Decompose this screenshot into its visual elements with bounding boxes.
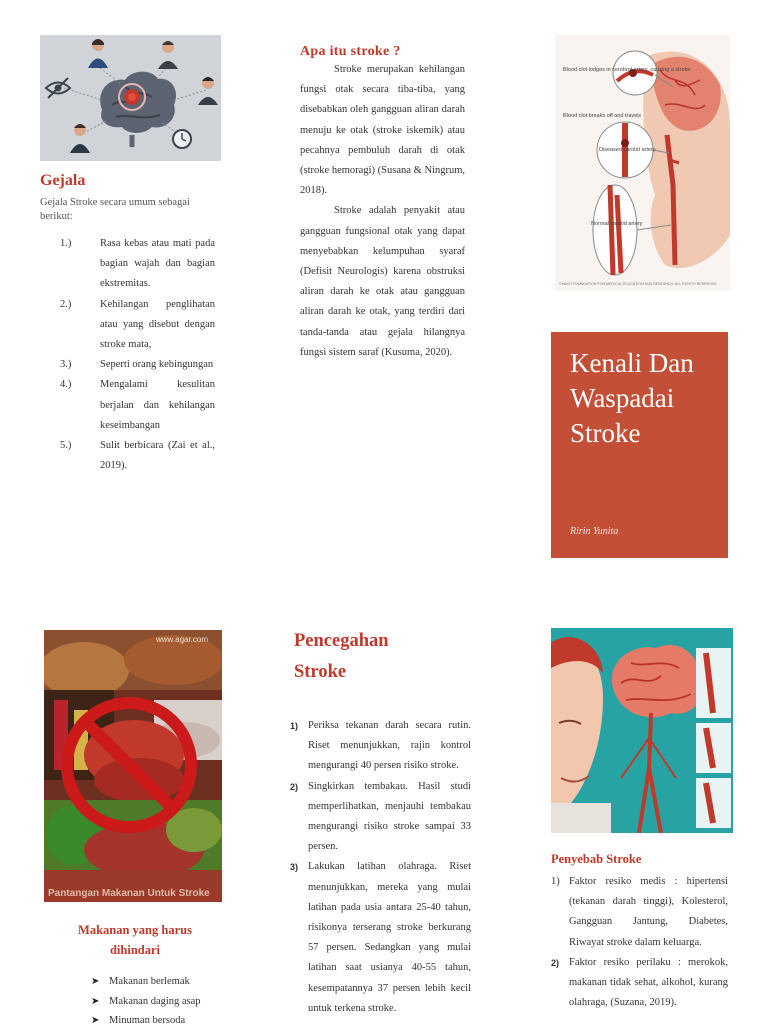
list-item: 5.) Sulit berbicara (Zai et al., 2019).: [60, 440, 215, 472]
pencegahan-title: Pencegahan Stroke: [294, 631, 389, 682]
forbidden-food-image: [44, 630, 222, 902]
stroke-anatomy-illustration: [555, 35, 730, 291]
penyebab-title: Penyebab Stroke: [551, 852, 642, 866]
penyebab-list: [551, 872, 728, 1013]
anatomy-svg: [555, 35, 730, 291]
food-caption: Pantangan Makanan Untuk Stroke: [48, 888, 210, 899]
list-item: ➤ Makanan berlemak: [91, 972, 231, 992]
anatomy-label-3: Diseased carotid artery: [599, 147, 656, 153]
apa-paragraph-2: Stroke adalah penyakit atau gangguan fungsional otak yang dapat menyebabkan kelumpuhan syaraf (Defisit Neurologis) karena obstruksi aliran darah ke otak atau gangguan aliran darah ke otak, yang terdiri dari tanda-tanda atau gejala hilangnya fungsi sistem saraf (Kusuma, 2020).: [300, 205, 465, 358]
food-svg: [44, 630, 222, 902]
gejala-title: Gejala: [40, 172, 86, 189]
list-item: ➤ Minuman bersoda: [91, 1011, 231, 1031]
stroke-cause-illustration: [551, 628, 733, 833]
arrow-bullet-icon: ➤: [91, 995, 100, 1007]
food-watermark: www.agar.com: [156, 635, 209, 644]
apa-title: Apa itu stroke ?: [300, 44, 401, 59]
apa-paragraph-1: Stroke merupakan kehilangan fungsi otak secara tiba-tiba, yang disebabkan oleh gangguan aliran darah menuju ke otak (stroke iskemik) atau pecahnya pembuluh darah di otak (stroke hemoragi) (Susana & Ningrum, 2018).: [300, 64, 465, 197]
makanan-title: Makanan yang harus dihindari: [78, 923, 192, 957]
list-item: 2) Singkirkan tembakau. Hasil studi memperlihatkan, menjauhi tembakau mengurangi risiko stroke sampai 33 persen.: [290, 780, 471, 853]
list-item: 4.) Mengalami kesulitan berjalan dan kehilangan keseimbangan: [60, 379, 215, 431]
pencegahan-list: [290, 716, 471, 1019]
list-item: 3) Lakukan latihan olahraga. Riset menunjukkan, mereka yang mulai latihan pada usia antara 25-40 tahun, risikonya terserang stroke berkurang 57 persen. Sedangkan yang mulai latihan saat usianya 40-55 tahun, kesempatannya 37 persen lebih kecil untuk terkena stroke.: [290, 861, 471, 1014]
clock-icon: [173, 130, 191, 148]
list-item: 1.) Rasa kebas atau mati pada bagian wajah dan bagian ekstremitas.: [60, 238, 215, 290]
list-item: 2) Faktor resiko perilaku : merokok, makanan tidak sehat, alkohol, kurang olahraga, (Suzana, 2019).: [551, 956, 728, 1009]
gejala-intro: Gejala Stroke secara umum sebagai berikut:: [40, 197, 190, 222]
cover-author: Ririn Yunita: [570, 526, 619, 537]
arrow-bullet-icon: ➤: [91, 1015, 100, 1026]
gejala-list: [60, 234, 215, 476]
anatomy-credit: ©MAYO FOUNDATION FOR MEDICAL EDUCATION AND RESEARCH. ALL RIGHTS RESERVED.: [559, 282, 718, 286]
list-item: 3.) Seperti orang kebingungan: [60, 359, 214, 371]
brain-symptoms-svg: [40, 35, 221, 161]
brain-symptoms-illustration: [40, 35, 221, 161]
list-item: 1) Faktor resiko medis : hipertensi (tekanan darah tinggi), Kolesterol, Gangguan Jantung, Diabetes, Riwayat stroke dalam keluarga.: [551, 876, 728, 948]
list-item: 2.) Kehilangan penglihatan atau yang disebut dengan stroke mata,: [60, 298, 215, 351]
cover-panel: [551, 332, 728, 558]
list-item: 1) Periksa tekanan darah secara rutin. Riset menunjukkan, rajin kontrol mengurangi 40 persen risiko stroke.: [290, 720, 471, 772]
anatomy-label-4: Normal carotid artery: [591, 221, 643, 227]
anatomy-label-2: Blood clot breaks off and travels: [563, 113, 642, 119]
arrow-bullet-icon: ➤: [91, 976, 100, 987]
list-item: ➤ Makanan daging asap: [91, 992, 231, 1012]
apa-body: [300, 60, 465, 363]
makanan-list: [91, 972, 231, 1031]
anatomy-label-1: Blood clot lodges in cerebral artery, causing a stroke: [563, 67, 691, 73]
cause-svg: [551, 628, 733, 833]
cover-title: Kenali Dan Waspadai Stroke: [570, 348, 694, 448]
